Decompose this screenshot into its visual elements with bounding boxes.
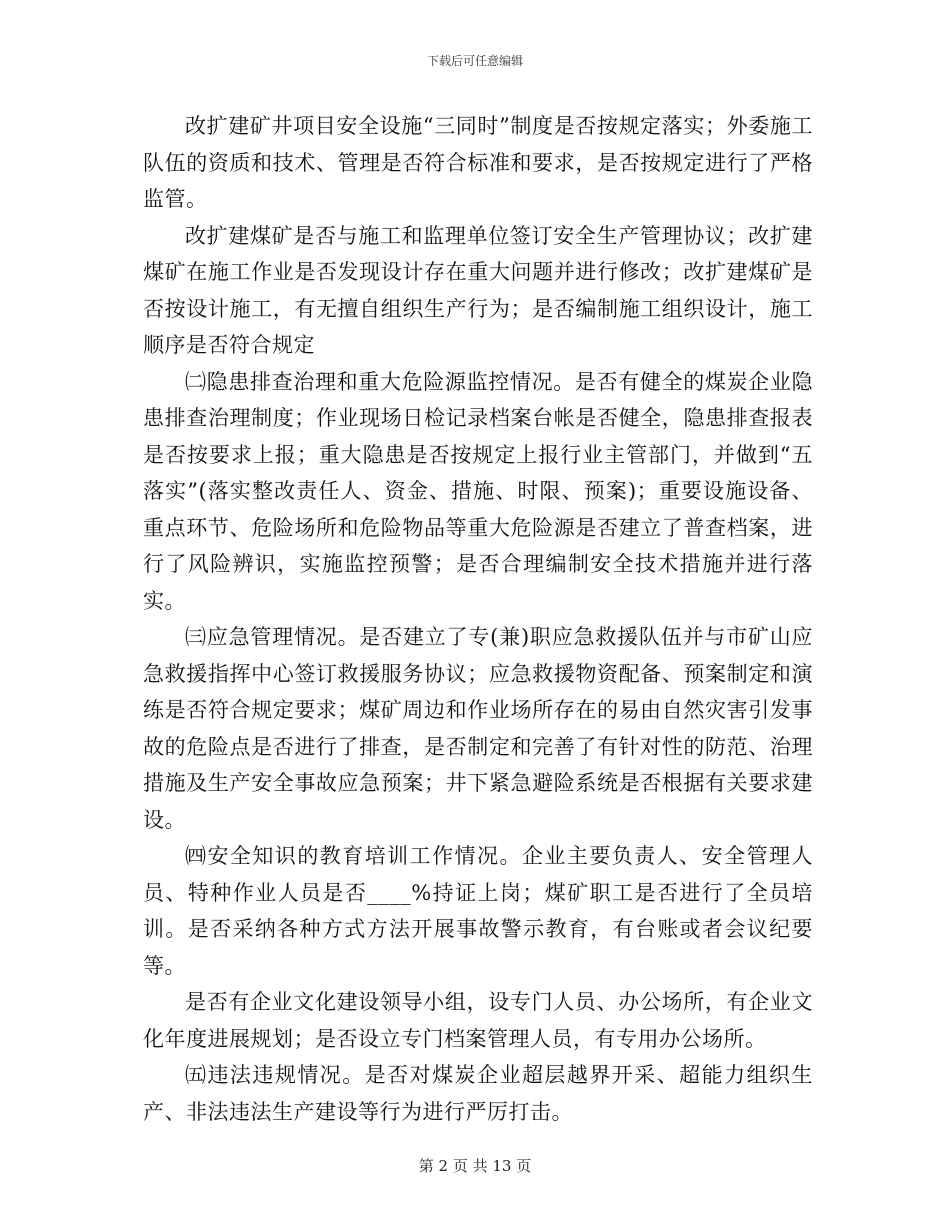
paragraph-2: 改扩建煤矿是否与施工和监理单位签订安全生产管理协议；改扩建煤矿在施工作业是否发现设计存在重大问题并进行修改；改扩建煤矿是否按设计施工，有无擅自组织生产行为；是否编制施工组织设计，施工顺序是否符合规定 xyxy=(143,223,813,357)
paragraph-3: ㈡隐患排查治理和重大危险源监控情况。是否有健全的煤炭企业隐患排查治理制度；作业现场日检记录档案台帐是否健全，隐患排查报表是否按要求上报；重大隐患是否按规定上报行业主管部门，并做到“五落实”(落实整改责任人、资金、措施、时限、预案)；重要设施设备、重点环节、危险场所和危险物品等重大危险源是否建立了普查档案，进行了风险辨识，实施监控预警；是否合理编制安全技术措施并进行落实。 xyxy=(143,369,813,613)
page-footer: 第 2 页 共 13 页 xyxy=(418,1157,532,1175)
page-header: 下载后可任意编辑 xyxy=(426,54,523,68)
paragraph-6: 是否有企业文化建设领导小组，设专门人员、办公场所，有企业文化年度进展规划；是否设立专门档案管理人员，有专用办公场所。 xyxy=(143,990,813,1051)
document-body xyxy=(143,108,813,1130)
paragraph-1: 改扩建矿井项目安全设施“三同时”制度是否按规定落实；外委施工队伍的资质和技术、管理是否符合标准和要求，是否按规定进行了严格监管。 xyxy=(143,114,813,211)
paragraph-7: ㈤违法违规情况。是否对煤炭企业超层越界开采、超能力组织生产、非法违法生产建设等行为进行严厉打击。 xyxy=(143,1063,813,1124)
paragraph-5: ㈣安全知识的教育培训工作情况。企业主要负责人、安全管理人员、特种作业人员是否____%持证上岗；煤矿职工是否进行了全员培训。是否采纳各种方式方法开展事故警示教育，有台账或者会议纪要等。 xyxy=(143,844,813,978)
paragraph-4: ㈢应急管理情况。是否建立了专(兼)职应急救援队伍并与市矿山应急救援指挥中心签订救援服务协议；应急救援物资配备、预案制定和演练是否符合规定要求；煤矿周边和作业场所存在的易由自然灾害引发事故的危险点是否进行了排查，是否制定和完善了有针对性的防范、治理措施及生产安全事故应急预案；井下紧急避险系统是否根据有关要求建设。 xyxy=(143,625,813,832)
